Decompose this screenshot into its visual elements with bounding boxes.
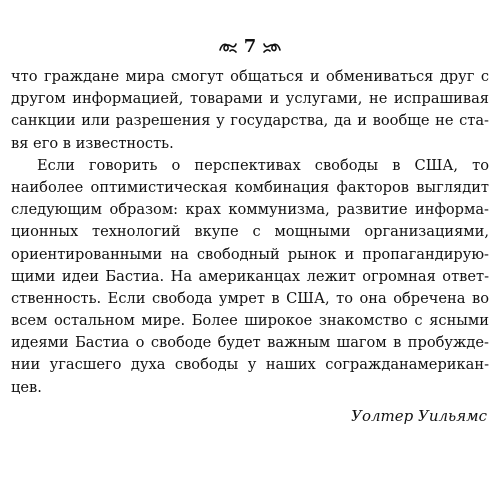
text-line: Если говорить о перспективах свободы в США, то [37, 156, 489, 174]
text-line: наиболее оптимистическая комбинация факторов выглядит [11, 178, 489, 196]
paragraph-continued [11, 66, 489, 155]
text-line: щими идеи Бастиа. На американцах лежит огромная ответ- [11, 267, 489, 285]
text-line: ориентированными на свободный рынок и пропагандирую- [11, 245, 489, 263]
text-line: идеями Бастиа о свободе будет важным шагом в пробужде- [11, 334, 489, 352]
fleuron-left-icon [218, 40, 238, 54]
text-line: вя его в известность. [11, 134, 174, 152]
paragraph-main [11, 155, 489, 399]
text-line: цев. [11, 378, 42, 396]
text-line: другом информацией, товарами и услугами, не испрашивая [11, 90, 489, 108]
text-line: ционных технологий вкупе с мощными организациями, [11, 223, 489, 241]
text-line: следующим образом: крах коммунизма, развитие информа- [11, 201, 489, 219]
text-line: ственность. Если свобода умрет в США, то она обречена во [11, 289, 489, 307]
page-number: 7 [243, 36, 257, 57]
author-signature: Уолтер Уильямс [351, 406, 487, 425]
book-page [11, 34, 489, 427]
text-line: санкции или разрешения у государства, да и вообще не ста- [11, 112, 489, 130]
fleuron-right-icon [262, 40, 282, 54]
text-line: что граждане мира смогут общаться и обмениваться друг с [11, 68, 489, 85]
text-line: всем остальном мире. Более широкое знакомство с ясными [11, 312, 489, 330]
text-line: нии угасшего духа свободы у наших согражданамерикан- [11, 356, 489, 374]
page-header [11, 34, 489, 60]
